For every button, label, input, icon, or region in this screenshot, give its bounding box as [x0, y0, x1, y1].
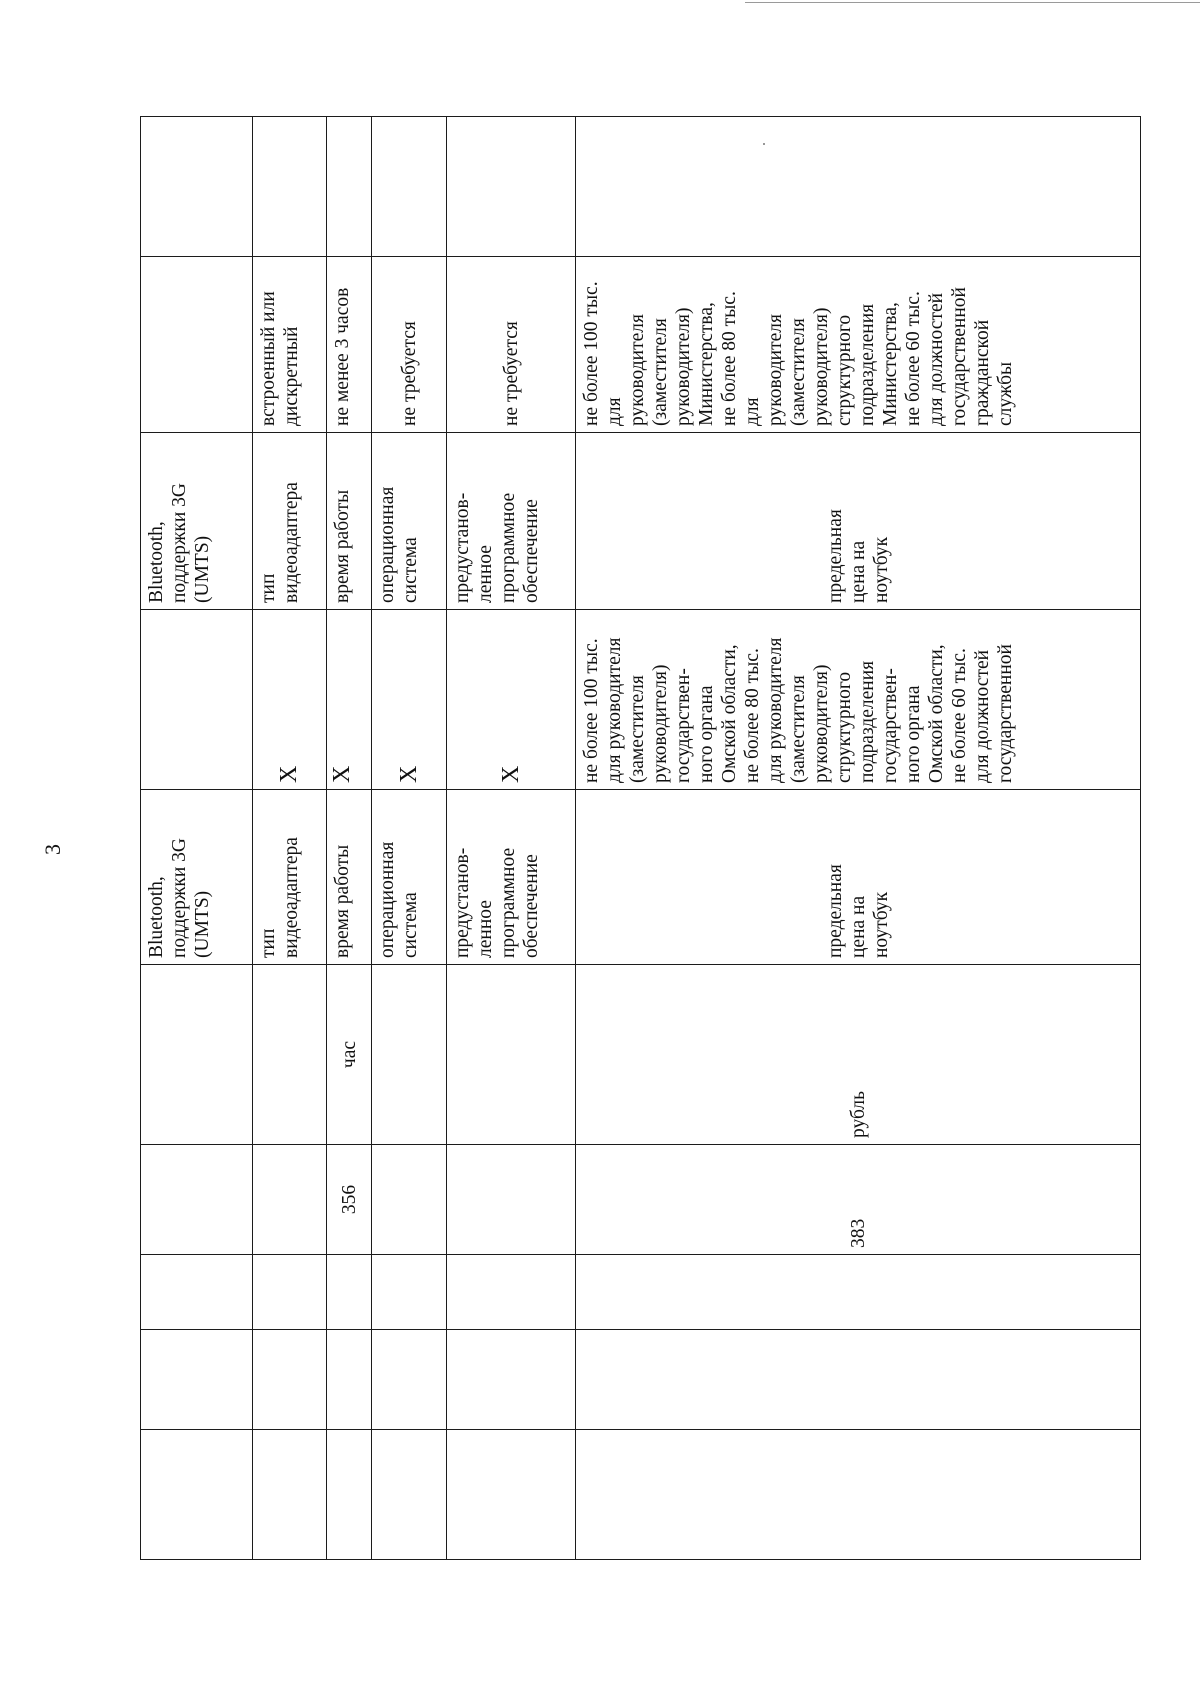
table-cell-char2: операционная система: [372, 433, 447, 610]
table-row: [327, 117, 372, 1560]
table-cell-char2: тип видеоадаптера: [253, 433, 327, 610]
table-cell: [447, 1430, 576, 1560]
table-cell-num: [253, 1145, 327, 1255]
table-cell-char2: Bluetooth, поддержки 3G (UMTS): [141, 433, 253, 610]
table-cell-num: [447, 1145, 576, 1255]
table-cell: [447, 1255, 576, 1330]
table-cell-value1: X: [253, 610, 327, 790]
table-cell-char1: тип видеоадаптера: [253, 790, 327, 965]
table-cell: [576, 117, 1141, 257]
table-cell: [253, 1255, 327, 1330]
table-cell-value1: X: [372, 610, 447, 790]
table-cell-value2: не требуется: [372, 257, 447, 433]
table-cell: [141, 117, 253, 257]
table-cell: [372, 1255, 447, 1330]
table-cell-unit: час: [327, 965, 372, 1145]
table-cell-value2: не требуется: [447, 257, 576, 433]
table-cell-unit: [372, 965, 447, 1145]
table-cell-char2: предустанов- ленное программное обеспечение: [447, 433, 576, 610]
table-cell: [372, 117, 447, 257]
table-cell: [576, 1430, 1141, 1560]
table-cell: [447, 1330, 576, 1430]
table-cell-num: [372, 1145, 447, 1255]
table-cell-char1: время работы: [327, 790, 372, 965]
table-cell-unit: [141, 965, 253, 1145]
table-cell: [327, 1255, 372, 1330]
specification-table: [140, 116, 1141, 1560]
table-cell-char1: операционная система: [372, 790, 447, 965]
table-cell: [141, 1430, 253, 1560]
table-cell: [327, 1430, 372, 1560]
table-cell-value1: [141, 610, 253, 790]
table-cell-char1: предустанов- ленное программное обеспечение: [447, 790, 576, 965]
table-cell-value2: встроенный или дискретный: [253, 257, 327, 433]
table-row: [141, 117, 253, 1560]
table-cell: [327, 117, 372, 257]
scan-edge-line: [745, 2, 1200, 3]
table-cell: [576, 1330, 1141, 1430]
table-cell-value2: не менее 3 часов: [327, 257, 372, 433]
table-cell: [372, 1330, 447, 1430]
table-row: [253, 117, 327, 1560]
table-cell-num: 383: [576, 1145, 1141, 1255]
table-cell-value1: не более 100 тыс. для руководителя (заместителя руководителя) государствен- ного органа Омской области, не более 80 тыс. для руководителя (заместителя руководителя) структурного подразделения государствен- ного органа Омской области, не более 60 тыс. для должностей государственной: [576, 610, 1141, 790]
table-cell-char1: предельная цена на ноутбук: [576, 790, 1141, 965]
table-cell: [576, 1255, 1141, 1330]
table-cell-num: 356: [327, 1145, 372, 1255]
table-cell-num: [141, 1145, 253, 1255]
table-cell: [447, 117, 576, 257]
table-cell-value1: X: [447, 610, 576, 790]
rotated-table-container: [140, 117, 1140, 1560]
table-cell-unit: [447, 965, 576, 1145]
table-cell-value1: X: [327, 610, 372, 790]
table-cell-char2: предельная цена на ноутбук: [576, 433, 1141, 610]
table-cell-char1: Bluetooth, поддержки 3G (UMTS): [141, 790, 253, 965]
page-number: 3: [40, 844, 65, 855]
table-cell-unit: рубль: [576, 965, 1141, 1145]
table-cell: [327, 1330, 372, 1430]
table-cell-unit: [253, 965, 327, 1145]
table-cell-char2: время работы: [327, 433, 372, 610]
table-row: [372, 117, 447, 1560]
table-cell: [372, 1430, 447, 1560]
table-cell-value2: не более 100 тыс. для руководителя (заместителя руководителя) Министерства, не более 80 тыс. для руководителя (заместителя руководителя) структурного подразделения Министерства, не более 60 тыс. для должностей государственной гражданской службы: [576, 257, 1141, 433]
table-cell-value2: [141, 257, 253, 433]
table-cell: [253, 117, 327, 257]
table-row: [447, 117, 576, 1560]
table-row: [576, 117, 1141, 1560]
table-cell: [141, 1255, 253, 1330]
table-cell: [141, 1330, 253, 1430]
table-cell: [253, 1330, 327, 1430]
table-cell: [253, 1430, 327, 1560]
